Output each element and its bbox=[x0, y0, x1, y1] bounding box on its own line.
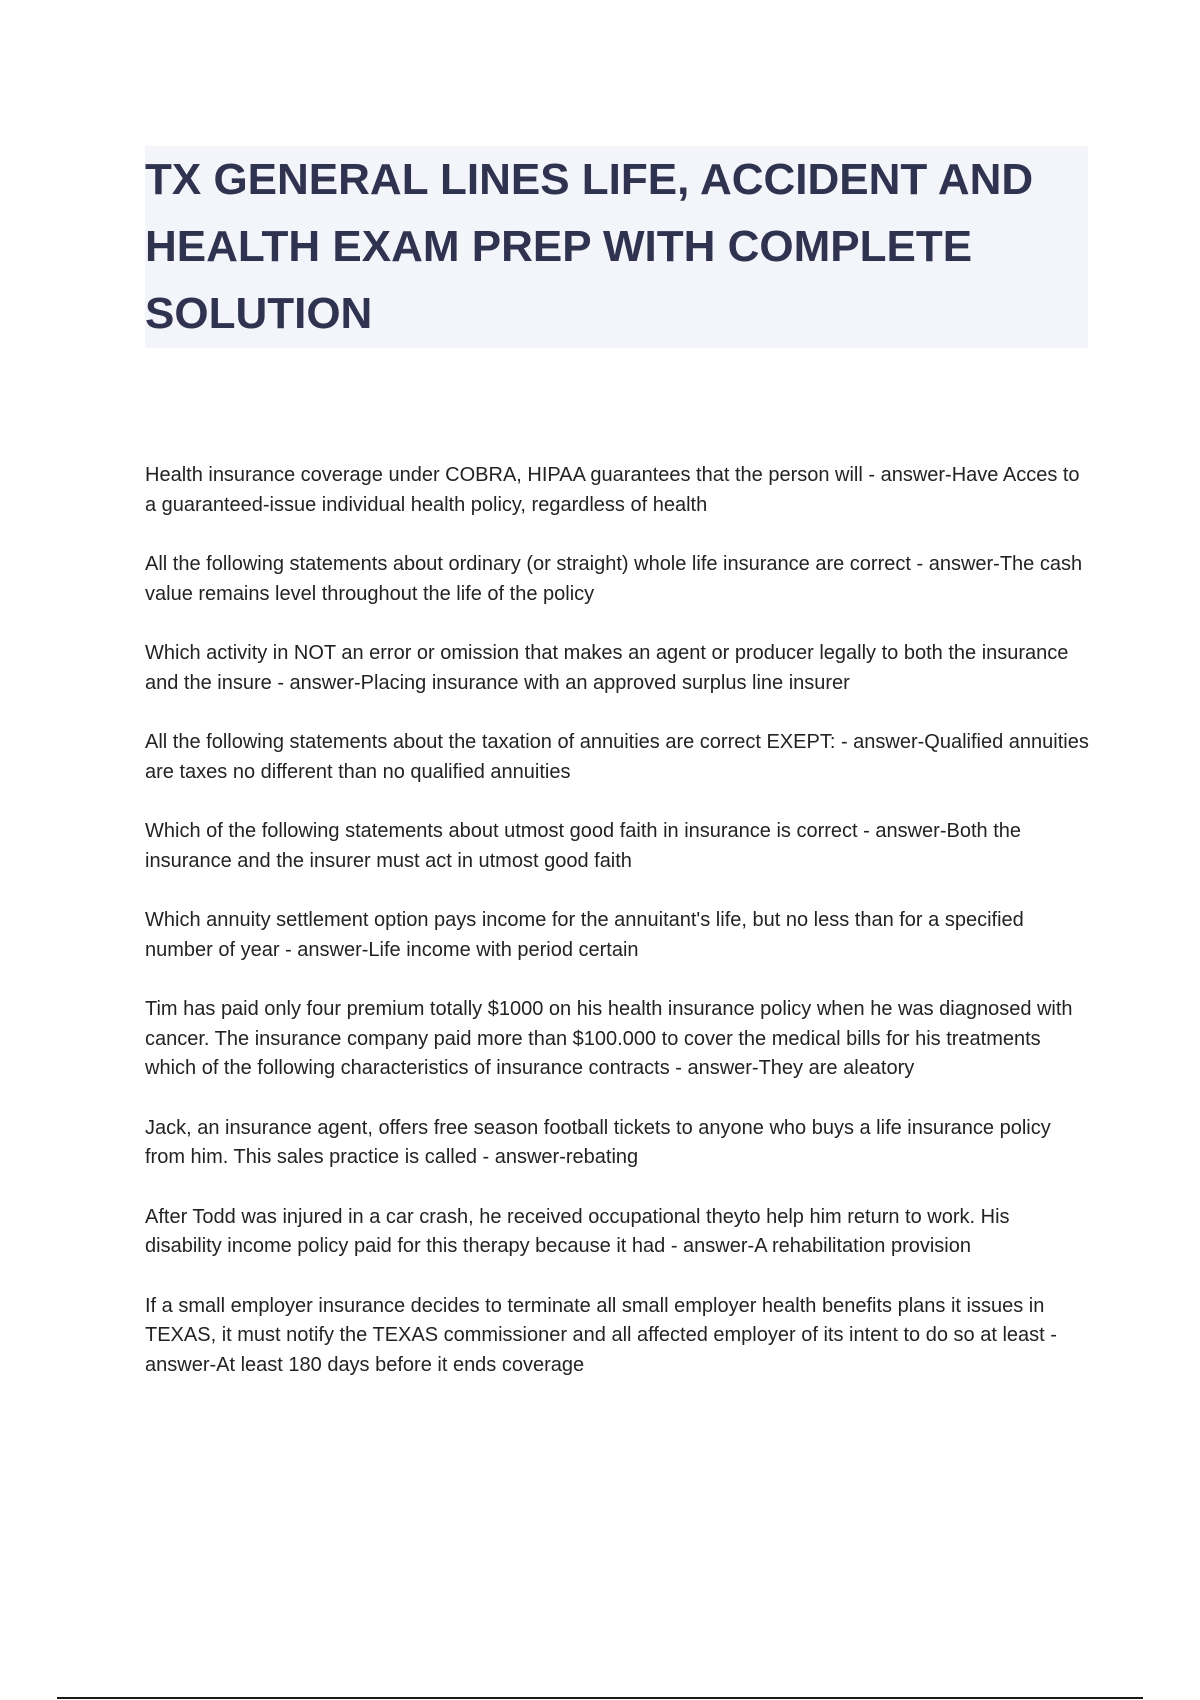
document-title: TX GENERAL LINES LIFE, ACCIDENT AND HEALTH EXAM PREP WITH COMPLETE SOLUTION bbox=[145, 155, 1034, 338]
qa-item: Which of the following statements about utmost good faith in insurance is correct - answer-Both the insurance and the insurer must act in utmost good faith bbox=[145, 820, 1021, 872]
qa-item: All the following statements about ordinary (or straight) whole life insurance are correct - answer-The cash value remains level throughout the life of the policy bbox=[145, 553, 1083, 605]
qa-item: Health insurance coverage under COBRA, HIPAA guarantees that the person will - answer-Have Acces to a guaranteed-issue individual health policy, regardless of health bbox=[145, 464, 1080, 516]
qa-item: Jack, an insurance agent, offers free season football tickets to anyone who buys a life insurance policy from him. This sales practice is called - answer-rebating bbox=[145, 1116, 1051, 1168]
qa-item: If a small employer insurance decides to terminate all small employer health benefits plans it issues in TEXAS, it must notify the TEXAS commissioner and all affected employer of its intent to do so at least - answer-At least 180 days before it ends coverage bbox=[145, 1294, 1057, 1376]
qa-item: Tim has paid only four premium totally $1000 on his health insurance policy when he was diagnosed with cancer. The insurance company paid more than $100.000 to cover the medical bills for his treatments which of the following characteristics of insurance contracts - answer-They are aleatory bbox=[145, 998, 1073, 1079]
qa-item: All the following statements about the taxation of annuities are correct EXEPT: - answer-Qualified annuities are taxes no different than no qualified annuities bbox=[145, 731, 1089, 783]
footer-divider bbox=[57, 1697, 1143, 1699]
qa-list bbox=[145, 461, 1090, 1410]
qa-item: Which annuity settlement option pays income for the annuitant's life, but no less than for a specified number of year - answer-Life income with period certain bbox=[145, 909, 1024, 961]
title-block bbox=[145, 146, 1088, 348]
qa-item: Which activity in NOT an error or omission that makes an agent or producer legally to both the insurance and the insure - answer-Placing insurance with an approved surplus line insurer bbox=[145, 642, 1069, 694]
qa-item: After Todd was injured in a car crash, he received occupational theyto help him return to work. His disability income policy paid for this therapy because it had - answer-A rehabilitation provision bbox=[145, 1205, 1010, 1257]
